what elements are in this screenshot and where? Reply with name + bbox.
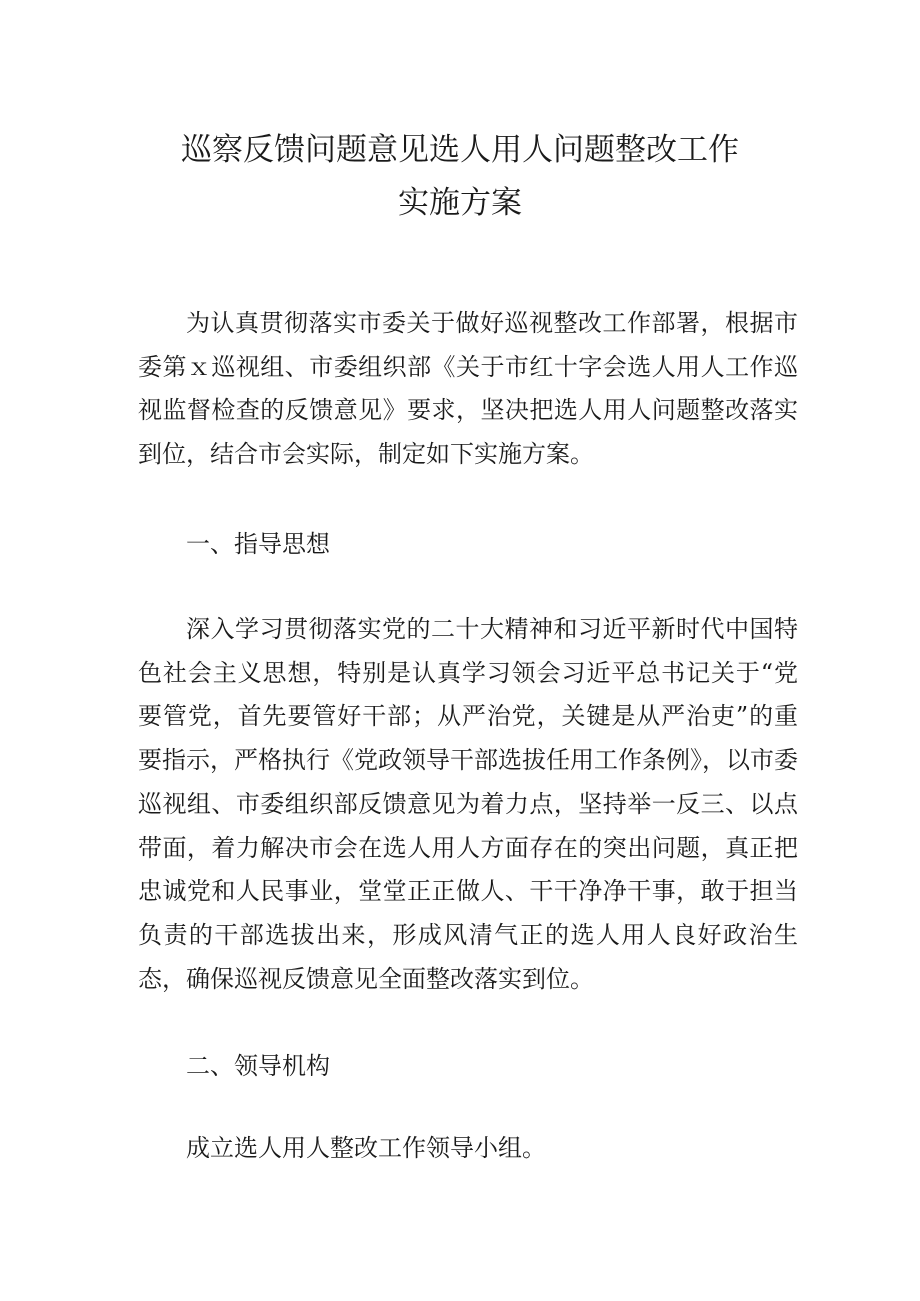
leadership-paragraph: 成立选人用人整改工作领导小组。 bbox=[186, 1134, 546, 1162]
document-title-line2: 实施方案 bbox=[398, 185, 522, 221]
intro-paragraph: 为认真贯彻落实市委关于做好巡视整改工作部署，根据市委第ｘ巡视组、市委组织部《关于市红十字会选人用人工作巡视监督检查的反馈意见》要求，坚决把选人用人问题整改落实到位，结合市会实际，制定如下实施方案。 bbox=[138, 309, 798, 469]
guiding-ideology-paragraph: 深入学习贯彻落实党的二十大精神和习近平新时代中国特色社会主义思想，特别是认真学习领会习近平总书记关于“党要管党，首先要管好干部；从严治党，关键是从严治吏”的重要指示，严格执行《党政领导干部选拔任用工作条例》，以市委巡视组、市委组织部反馈意见为着力点，坚持举一反三、以点带面，着力解决市会在选人用人方面存在的突出问题，真正把忠诚党和人民事业，堂堂正正做人、干干净净干事，敢于担当负责的干部选拔出来，形成风清气正的选人用人良好政治生态，确保巡视反馈意见全面整改落实到位。 bbox=[138, 615, 798, 993]
document-title-line1: 巡察反馈问题意见选人用人问题整改工作 bbox=[181, 132, 739, 168]
section-heading-guiding-ideology: 一、指导思想 bbox=[186, 530, 330, 558]
section-heading-leadership: 二、领导机构 bbox=[186, 1052, 330, 1080]
